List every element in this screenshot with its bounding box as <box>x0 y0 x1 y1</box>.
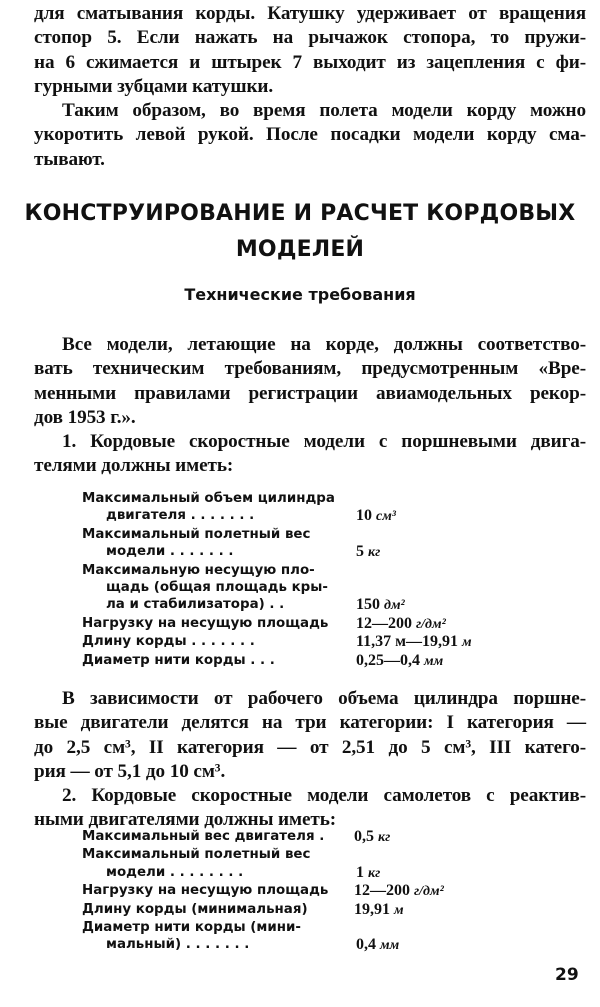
spec-label: Длину корды . . . . . . . <box>82 634 255 650</box>
spec-table-piston <box>82 490 502 670</box>
text-line: укоротить левой рукой. После посадки модели корду сма- <box>34 124 586 146</box>
spec-row <box>82 901 502 919</box>
spec-row <box>82 596 502 614</box>
spec-row <box>82 936 502 954</box>
spec-value <box>352 846 354 863</box>
section-title-line: КОНСТРУИРОВАНИЕ И РАСЧЕТ КОРДОВЫХ <box>24 201 576 226</box>
spec-label: Максимальную несущую пло- <box>82 562 315 578</box>
intro-paragraph <box>34 2 586 100</box>
item2-paragraph <box>34 784 586 833</box>
spec-label: Нагрузку на несущую площадь <box>82 883 329 899</box>
spec-value <box>354 526 356 543</box>
text-line: гурными зубцами катушки. <box>34 76 274 98</box>
spec-row <box>82 846 502 863</box>
text-line: телями должны иметь: <box>34 455 234 477</box>
spec-row <box>82 543 502 561</box>
item1-paragraph <box>34 430 586 479</box>
spec-row <box>82 882 502 900</box>
spec-row <box>82 526 502 543</box>
section-title <box>0 196 600 268</box>
spec-value: 12—200 г/дм² <box>354 882 444 900</box>
spec-label: Диаметр нити корды (мини- <box>82 920 301 936</box>
text-line: рия — от 5,1 до 10 см³. <box>34 761 226 783</box>
page-number: 29 <box>555 965 579 985</box>
requirements-paragraph <box>34 333 586 431</box>
spec-label: модели . . . . . . . . <box>106 864 244 880</box>
spec-value <box>352 919 354 936</box>
spec-row <box>82 579 502 596</box>
spec-label: Максимальный полетный вес <box>82 526 311 542</box>
spec-label: Длину корды (минимальная) <box>82 901 308 917</box>
spec-label: Диаметр нити корды . . . <box>82 652 275 668</box>
spec-label: Нагрузку на несущую площадь <box>82 615 329 631</box>
text-line: В зависимости от рабочего объема цилиндра поршне- <box>62 688 586 709</box>
spec-label: Максимальный объем цилиндра <box>82 491 335 506</box>
subsection-title: Технические требования <box>184 285 416 304</box>
spec-row <box>82 562 502 579</box>
categories-paragraph <box>34 687 586 785</box>
text-line: на 6 сжимается и штырек 7 выходит из зацепления с фи- <box>34 51 586 73</box>
second-paragraph <box>34 99 586 172</box>
text-line: менными правилами регистрации авиамодельных рекор- <box>34 382 586 404</box>
spec-row <box>82 919 502 936</box>
text-line: стопор 5. Если нажать на рычажок стопора, то пружи- <box>34 27 586 49</box>
text-line: для сматывания корды. Катушку удерживает от вращения <box>34 3 586 24</box>
spec-value: 12—200 г/дм² <box>356 614 446 632</box>
text-line: вые двигатели делятся на три категории: I категория — <box>34 712 586 734</box>
spec-label: ла и стабилизатора) . . <box>106 597 285 613</box>
spec-row <box>82 615 502 633</box>
spec-value: 0,25—0,4 мм <box>356 651 444 669</box>
spec-label: мальный) . . . . . . . <box>106 937 250 953</box>
spec-label: Максимальный вес двигателя . <box>82 829 325 844</box>
spec-label: Максимальный полетный вес <box>82 847 311 863</box>
spec-value: 19,91 м <box>354 900 404 918</box>
spec-value: 0,5 кг <box>354 828 391 845</box>
text-line: тывают. <box>34 148 105 170</box>
spec-value: 11,37 м—19,91 м <box>356 633 472 651</box>
spec-value: 0,4 мм <box>356 936 400 954</box>
spec-row <box>82 828 502 846</box>
text-line: ными двигателями должны иметь: <box>34 809 337 831</box>
spec-label: щадь (общая площадь кры- <box>106 580 328 596</box>
text-line: до 2,5 см³, II категория — от 2,51 до 5 см³, III катего- <box>34 736 586 758</box>
text-line: 1. Кордовые скоростные модели с поршневыми двига- <box>62 431 586 452</box>
spec-value: 150 дм² <box>356 596 405 614</box>
spec-label: модели . . . . . . . <box>106 544 234 560</box>
spec-row <box>82 633 502 651</box>
text-line: Все модели, летающие на корде, должны соответство- <box>62 334 586 355</box>
text-line: 2. Кордовые скоростные модели самолетов с реактив- <box>62 785 586 806</box>
spec-value <box>354 490 356 507</box>
spec-value <box>354 579 356 596</box>
spec-value <box>354 562 356 579</box>
section-title-line: МОДЕЛЕЙ <box>235 237 365 262</box>
text-line: дов 1953 г.». <box>34 407 136 429</box>
spec-table-jet <box>82 828 502 955</box>
spec-row <box>82 864 502 882</box>
text-line: вать техническим требованиям, предусмотренным «Вре- <box>34 358 586 380</box>
spec-value: 1 кг <box>356 863 381 881</box>
spec-row <box>82 652 502 670</box>
spec-value: 10 см³ <box>356 507 397 525</box>
spec-row <box>82 507 502 525</box>
text-line: Таким образом, во время полета модели корду можно <box>62 100 586 121</box>
spec-row <box>82 490 502 507</box>
spec-label: двигателя . . . . . . . <box>106 508 255 524</box>
spec-value: 5 кг <box>356 543 381 561</box>
